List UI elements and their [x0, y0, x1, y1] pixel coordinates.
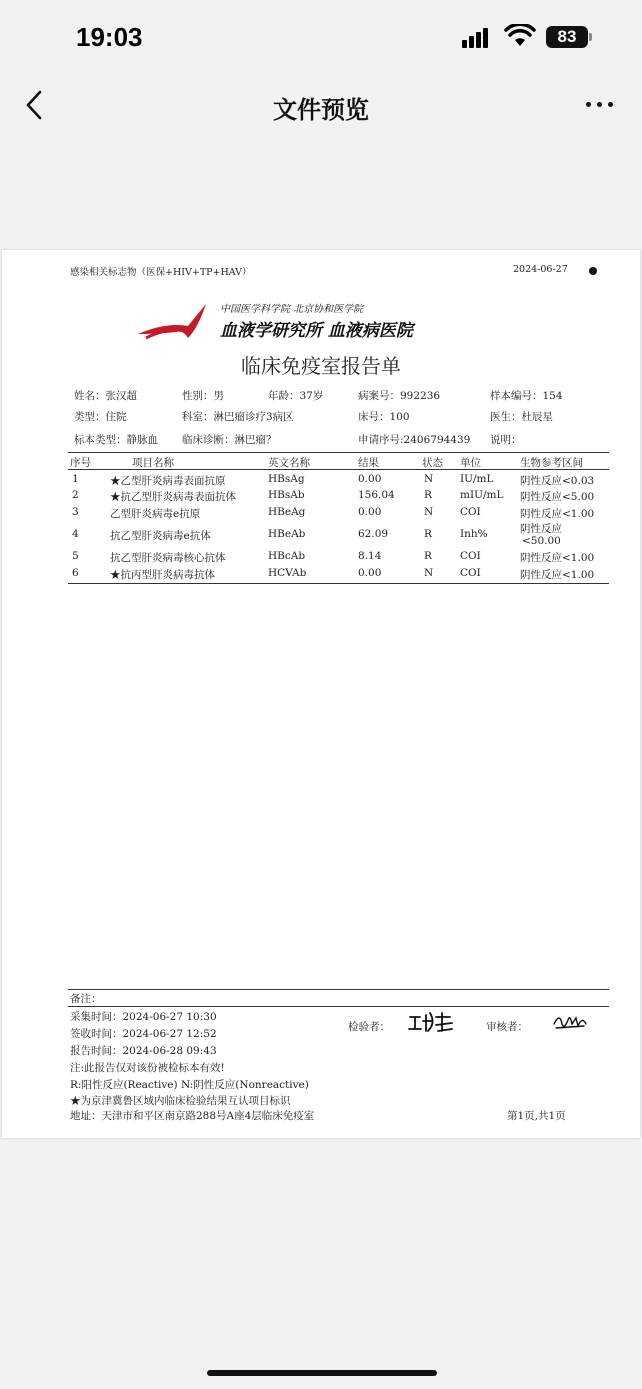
row-status: N [424, 473, 434, 485]
row-no: 5 [72, 550, 79, 562]
clinical-diagnosis: 临床诊断：淋巴瘤？ [182, 434, 277, 446]
hospital-emblem-icon [136, 298, 216, 342]
report-note: 说明： [490, 434, 522, 446]
row-ref-cont: <50.00 [522, 535, 561, 547]
col-header-no: 序号 [70, 457, 91, 469]
row-status: N [424, 506, 434, 518]
table-row [2, 521, 640, 549]
hospital-logo [136, 298, 413, 346]
row-no: 2 [72, 489, 79, 501]
row-result: 0.00 [358, 506, 382, 518]
department: 科室：淋巴瘤诊疗3病区 [182, 411, 294, 423]
status-bar [0, 0, 642, 70]
dot-marker [589, 267, 597, 275]
specimen-type: 标本类型：静脉血 [74, 434, 158, 446]
collect-time: 采集时间：2024-06-27 10:30 [70, 1011, 217, 1023]
report-title: 临床免疫室报告单 [241, 354, 401, 378]
row-status: R [424, 528, 432, 540]
table-top-rule [68, 452, 609, 453]
inspector-signature [406, 1009, 456, 1035]
page-title: 文件预览 [273, 96, 369, 124]
row-status: R [424, 489, 432, 501]
row-no: 3 [72, 506, 79, 518]
row-name: 抗乙型肝炎病毒e抗体 [110, 530, 211, 542]
col-header-en: 英文名称 [268, 457, 310, 469]
patient-type: 类型：住院 [74, 411, 127, 423]
page-number: 第1页,共1页 [507, 1110, 566, 1122]
cellular-signal-icon [462, 28, 490, 48]
row-unit: IU/mL [460, 473, 494, 485]
table-bottom-rule [68, 583, 609, 584]
row-unit: COI [460, 506, 481, 518]
row-ref: 阴性反应<0.03 [520, 475, 595, 487]
home-indicator[interactable] [207, 1370, 437, 1376]
col-header-result: 结果 [358, 457, 379, 469]
lab-address: 地址：天津市和平区南京路288号A座4层临床免疫室 [70, 1110, 315, 1122]
battery-icon: 83 [546, 26, 588, 48]
row-status: N [424, 567, 434, 579]
remark-bottom-rule [68, 1006, 609, 1007]
row-status: R [424, 550, 432, 562]
row-result: 62.09 [358, 528, 389, 540]
receive-time: 签收时间：2024-06-27 12:52 [70, 1028, 217, 1040]
row-unit: COI [460, 550, 481, 562]
row-ref: 阴性反应<1.00 [520, 508, 595, 520]
row-name: ★抗丙型肝炎病毒抗体 [110, 569, 215, 581]
row-unit: mIU/mL [460, 489, 504, 501]
battery-tip [589, 33, 592, 41]
row-en: HBeAg [268, 506, 306, 518]
status-time: 19:03 [76, 22, 143, 52]
remark-label: 备注： [70, 993, 102, 1005]
row-ref: 阴性反应<5.00 [520, 491, 595, 503]
row-result: 156.04 [358, 489, 395, 501]
wifi-icon [504, 24, 536, 48]
report-time: 报告时间：2024-06-28 09:43 [70, 1045, 217, 1057]
sample-number: 样本编号：154 [490, 390, 563, 402]
document-preview[interactable] [2, 250, 640, 1138]
col-header-status: 状态 [422, 457, 443, 469]
table-header-rule [68, 469, 609, 470]
row-en: HBeAb [268, 528, 306, 540]
bed-number: 床号：100 [358, 411, 410, 423]
inspector-label: 检验者： [348, 1021, 390, 1033]
case-number: 病案号：992236 [358, 390, 441, 402]
more-options-icon[interactable] [580, 92, 620, 116]
patient-age: 年龄：37岁 [268, 390, 324, 402]
row-name: ★抗乙型肝炎病毒表面抗体 [110, 491, 236, 503]
row-unit: COI [460, 567, 481, 579]
row-no: 1 [72, 473, 79, 485]
nav-bar [0, 70, 642, 140]
reviewer-label: 审核者： [486, 1021, 528, 1033]
report-category: 感染相关标志物（医保+HIV+TP+HAV） [70, 267, 252, 278]
reviewer-signature [550, 1010, 590, 1034]
apply-number: 申请序号:2406794439 [358, 434, 471, 446]
patient-gender: 性别：男 [182, 390, 224, 402]
row-no: 4 [72, 528, 79, 540]
row-name: ★乙型肝炎病毒表面抗原 [110, 475, 226, 487]
row-name: 抗乙型肝炎病毒核心抗体 [110, 552, 226, 564]
remark-top-rule [68, 989, 609, 990]
row-ref: 阴性反应<1.00 [520, 569, 595, 581]
note-3: ★为京津冀鲁区域内临床检验结果互认项目标识 [70, 1095, 291, 1107]
row-ref: 阴性反应 [520, 523, 562, 535]
patient-name: 姓名：张汉超 [74, 390, 137, 402]
doctor: 医生：杜辰星 [490, 411, 553, 423]
row-en: HBcAb [268, 550, 306, 562]
col-header-unit: 单位 [460, 457, 481, 469]
col-header-ref: 生物参考区间 [520, 457, 583, 469]
row-en: HBsAg [268, 473, 305, 485]
row-name: 乙型肝炎病毒e抗原 [110, 508, 201, 520]
row-no: 6 [72, 567, 79, 579]
row-result: 8.14 [358, 550, 382, 562]
report-date: 2024-06-27 [513, 264, 568, 275]
note-2: R:阳性反应(Reactive) N:阴性反应(Nonreactive) [70, 1079, 309, 1091]
col-header-name: 项目名称 [132, 457, 174, 469]
logo-line-2: 血液学研究所 血液病医院 [220, 321, 413, 341]
note-1: 注:此报告仅对该份被检标本有效! [70, 1062, 225, 1074]
row-en: HBsAb [268, 489, 305, 501]
row-result: 0.00 [358, 473, 382, 485]
row-result: 0.00 [358, 567, 382, 579]
row-ref: 阴性反应<1.00 [520, 552, 595, 564]
row-unit: Inh% [460, 528, 488, 540]
row-en: HCVAb [268, 567, 307, 579]
logo-line-1: 中国医学科学院 北京协和医学院 [220, 304, 364, 315]
